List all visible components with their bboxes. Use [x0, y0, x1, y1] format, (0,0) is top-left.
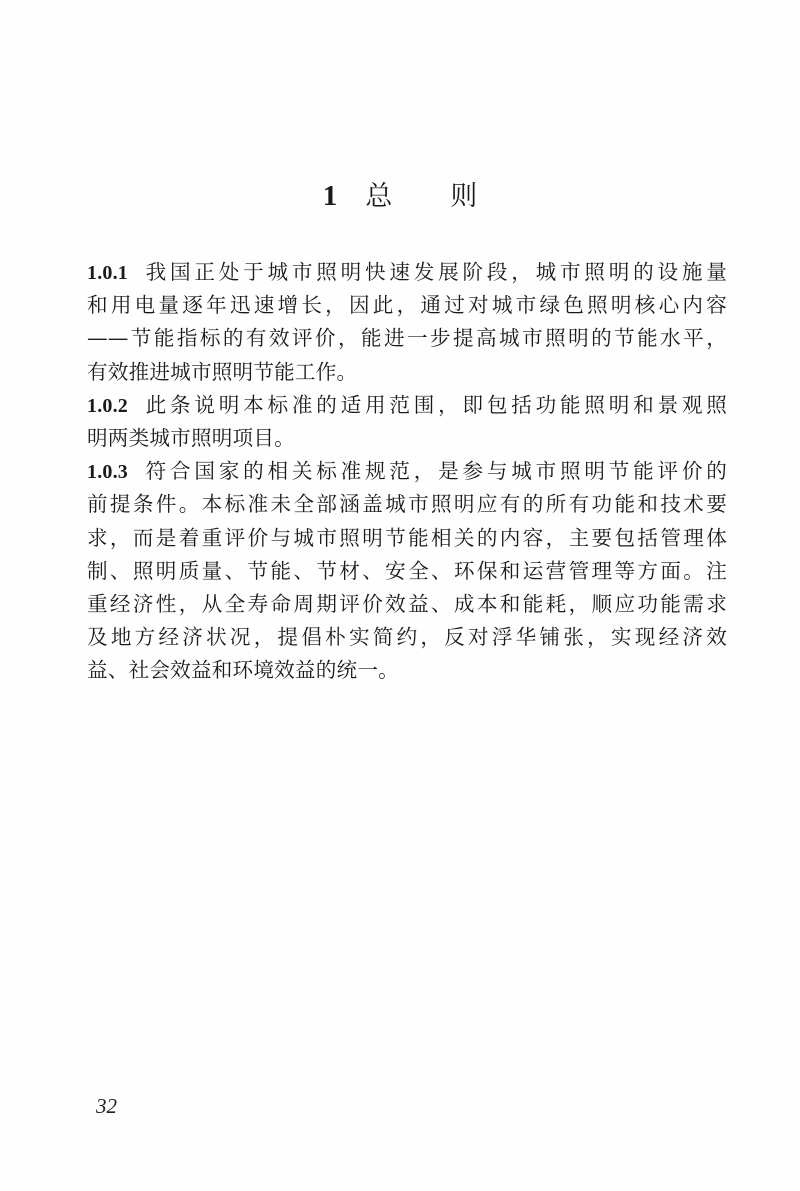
clause-1-0-1: [87, 256, 727, 389]
chapter-title-char-1: 总: [365, 181, 393, 212]
text-line: 1.0.1 我国正处于城市照明快速发展阶段，城市照明的设施量: [87, 260, 727, 284]
text-line: 前提条件。本标准未全部涵盖城市照明应有的所有功能和技术要: [87, 492, 727, 517]
chapter-title-char-2: 则: [450, 181, 478, 212]
text-line: 1.0.2 此条说明本标准的适用范围，即包括功能照明和景观照: [87, 392, 727, 417]
text-line: 和用电量逐年迅速增长，因此，通过对城市绿色照明核心内容: [87, 293, 727, 318]
clause-number: 1.0.2: [87, 394, 128, 417]
text-line: 益、社会效益和环境效益的统一。: [87, 658, 399, 683]
clause-1-0-3: [87, 455, 727, 687]
text-line: 重经济性，从全寿命周期评价效益、成本和能耗，顺应功能需求: [87, 591, 727, 616]
chapter-heading: [0, 176, 800, 217]
clause-number: 1.0.1: [87, 262, 128, 284]
text-line: 明两类城市照明项目。: [87, 425, 295, 450]
text-line: ——节能指标的有效评价，能进一步提高城市照明的节能水平，: [87, 326, 727, 351]
chapter-body: [87, 256, 727, 687]
text-line: 有效推进城市照明节能工作。: [87, 359, 358, 384]
text-line: 制、照明质量、节能、节材、安全、环保和运营管理等方面。注: [87, 558, 727, 583]
chapter-number: 1: [322, 180, 338, 212]
page-number: 32: [96, 1094, 117, 1118]
clause-number: 1.0.3: [87, 461, 128, 484]
text-line: 1.0.3 符合国家的相关标准规范，是参与城市照明节能评价的: [87, 459, 727, 484]
text-line: 求，而是着重评价与城市照明节能相关的内容，主要包括管理体: [87, 525, 727, 550]
text-line: 及地方经济状况，提倡朴实简约，反对浮华铺张，实现经济效: [87, 625, 727, 650]
clause-1-0-2: [87, 389, 727, 455]
